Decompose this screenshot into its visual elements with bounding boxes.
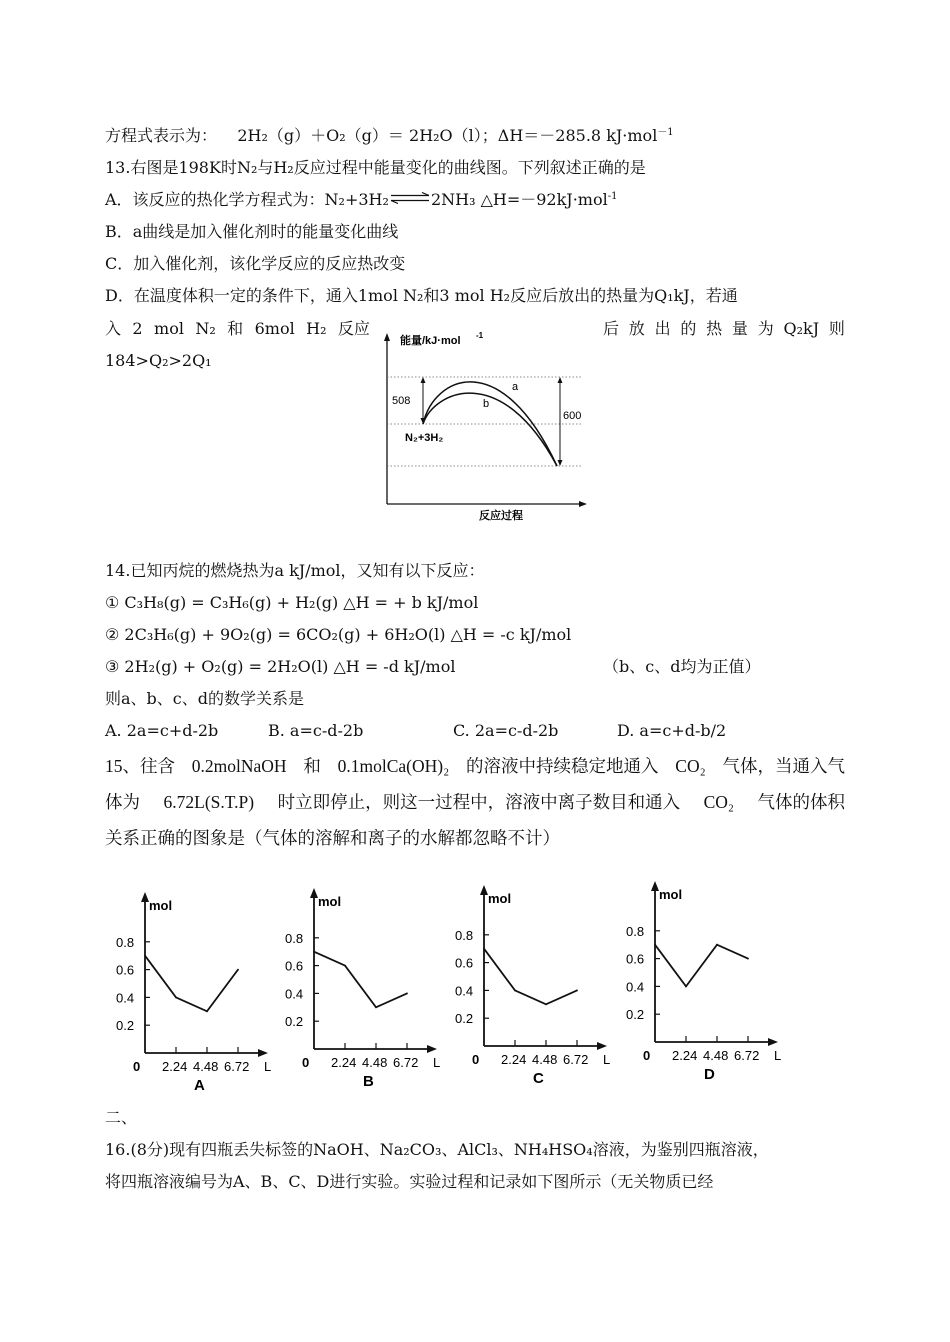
data-point bbox=[406, 993, 408, 995]
q13-option-d-line3: 184>Q₂>2Q₁ bbox=[105, 351, 212, 370]
q13-a-suffix: 2NH₃ △H=－92kJ·mol bbox=[430, 190, 608, 209]
x-tick-label: 4.48 bbox=[193, 1059, 219, 1074]
q13-option-a bbox=[105, 189, 617, 211]
chart-title: D bbox=[704, 1066, 715, 1083]
chart-b bbox=[283, 884, 441, 1090]
q16-line2: 将四瓶溶液编号为A、B、C、D进行实验。实验过程和记录如下图所示（无关物质已经 bbox=[105, 1172, 714, 1191]
x-tick-label: 2.24 bbox=[501, 1052, 527, 1067]
y-tick-label: 0.4 bbox=[116, 990, 135, 1006]
x-tick-label: 0 bbox=[302, 1055, 310, 1070]
d2-word: 2 bbox=[132, 319, 143, 338]
d2-word: 则 bbox=[828, 319, 845, 338]
d2-word: 放 bbox=[628, 319, 645, 338]
equation-sup: －1 bbox=[657, 127, 674, 138]
y-tick-label: 0.6 bbox=[455, 955, 474, 971]
q13-option-d-line2-left bbox=[105, 318, 370, 340]
data-point bbox=[206, 1010, 208, 1012]
q14-option-a: A. 2a=c+d-2b bbox=[105, 721, 219, 740]
energy-ylabel: 能量/kJ·mol bbox=[400, 335, 461, 347]
d2-word: Q₂kJ bbox=[783, 319, 820, 338]
y-axis-label: mol bbox=[318, 894, 342, 909]
y-tick-label: 0.6 bbox=[285, 958, 304, 974]
series-line bbox=[655, 945, 748, 987]
energy-diagram bbox=[376, 326, 592, 524]
q15-line2 bbox=[105, 790, 845, 814]
q14-stem: 14.已知丙烷的燃烧热为a kJ/mol，又知有以下反应： bbox=[105, 561, 485, 580]
x-axis-arrow-icon bbox=[258, 1049, 268, 1057]
q14-option-b: B. a=c-d-2b bbox=[268, 721, 364, 740]
y-tick-label: 0.2 bbox=[455, 1011, 474, 1027]
q14-question: 则a、b、c、d的数学关系是 bbox=[105, 689, 304, 708]
q15-seg: 的溶液中持续稳定地通入 bbox=[465, 756, 659, 776]
equation-prefix: 方程式表示为： bbox=[105, 126, 218, 145]
y-tick-label: 0.4 bbox=[626, 979, 645, 995]
series-line bbox=[145, 956, 238, 1012]
equation-text: 2H₂（g）＋O₂（g）＝ 2H₂O（l）；ΔH＝－285.8 kJ·mol bbox=[237, 126, 658, 145]
d2-word: 热 bbox=[706, 319, 723, 338]
y-axis-label: mol bbox=[488, 891, 512, 906]
x-axis-label: L bbox=[774, 1048, 782, 1063]
data-point bbox=[344, 965, 346, 967]
section-heading: 二、 bbox=[105, 1108, 138, 1127]
chart-title: A bbox=[194, 1077, 205, 1094]
x-tick-label: 2.24 bbox=[672, 1048, 698, 1063]
x-axis-label: L bbox=[264, 1059, 272, 1074]
arrow-head-icon bbox=[558, 460, 563, 466]
x-axis-arrow-icon bbox=[427, 1045, 437, 1053]
d2-word: 出 bbox=[654, 319, 671, 338]
y-tick-label: 0.4 bbox=[285, 986, 304, 1002]
x-axis-label: L bbox=[603, 1052, 611, 1067]
d2-word: 入 bbox=[105, 319, 122, 338]
arrow-head-icon bbox=[421, 377, 426, 383]
q15-seg: 15、往含 bbox=[105, 756, 175, 776]
data-point bbox=[175, 997, 177, 999]
y-tick-label: 0.6 bbox=[116, 962, 135, 978]
q13-option-d-line1: D．在温度体积一定的条件下，通入1mol N₂和3 mol H₂反应后放出的热量为Q₁kJ，若通 bbox=[105, 286, 738, 305]
y-axis-label: mol bbox=[659, 887, 683, 902]
label-600: 600 bbox=[563, 410, 582, 422]
q14-reaction-1: ① C₃H₈(g) = C₃H₆(g) + H₂(g) △H = + b kJ/mol bbox=[105, 593, 479, 612]
curve-b-label: b bbox=[483, 398, 490, 410]
d2-word: 的 bbox=[680, 319, 697, 338]
q15-seg: 0.1molCa(OH)₂ bbox=[337, 756, 450, 776]
energy-xlabel: 反应过程 bbox=[479, 510, 523, 522]
q16-line1: 16.(8分)现有四瓶丢失标签的NaOH、Na₂CO₃、AlCl₃、NH₄HSO₄溶液，为鉴别四瓶溶液， bbox=[105, 1140, 769, 1159]
q15-seg: CO₂ bbox=[675, 756, 706, 776]
y-axis-arrow-icon bbox=[651, 881, 659, 891]
q13-option-d-line2-right bbox=[603, 318, 845, 340]
q14-option-c: C. 2a=c-d-2b bbox=[453, 721, 559, 740]
y-tick-label: 0.8 bbox=[455, 927, 474, 943]
data-point bbox=[313, 951, 315, 953]
y-axis-arrow-icon bbox=[141, 892, 149, 902]
d2-word: 为 bbox=[757, 319, 774, 338]
chart-c bbox=[453, 881, 611, 1087]
y-tick-label: 0.2 bbox=[116, 1018, 135, 1034]
series-line bbox=[484, 949, 577, 1005]
y-tick-label: 0.8 bbox=[285, 930, 304, 946]
x-tick-label: 6.72 bbox=[224, 1059, 250, 1074]
x-tick-label: 6.72 bbox=[734, 1048, 760, 1063]
curve-a-label: a bbox=[512, 381, 519, 393]
x-tick-label: 0 bbox=[133, 1059, 141, 1074]
q13-a-prefix: A．该反应的热化学方程式为：N₂+3H₂ bbox=[105, 190, 389, 209]
equilibrium-arrow-icon bbox=[389, 192, 431, 204]
chart-a bbox=[114, 888, 272, 1094]
chart-title: C bbox=[533, 1070, 544, 1087]
q15-seg: 气体，当通入气 bbox=[722, 756, 845, 776]
q15-seg: 和 bbox=[303, 756, 321, 776]
q14-note: （b、c、d均为正值） bbox=[603, 657, 761, 676]
y-tick-label: 0.2 bbox=[626, 1007, 645, 1023]
x-tick-label: 0 bbox=[643, 1048, 651, 1063]
q15-line3: 关系正确的图象是（气体的溶解和离子的水解都忽略不计） bbox=[105, 828, 560, 848]
d2-word: 和 bbox=[227, 319, 244, 338]
x-tick-label: 4.48 bbox=[362, 1055, 388, 1070]
q15-line1 bbox=[105, 754, 845, 778]
q14-reaction-2: ② 2C₃H₆(g) + 9O₂(g) = 6CO₂(g) + 6H₂O(l) △H = -c kJ/mol bbox=[105, 625, 572, 644]
q13-a-sup: -1 bbox=[607, 191, 618, 202]
x-tick-label: 6.72 bbox=[563, 1052, 589, 1067]
q13-stem: 13.右图是198K时N₂与H₂反应过程中能量变化的曲线图。下列叙述正确的是 bbox=[105, 158, 646, 177]
x-axis-arrow-icon bbox=[597, 1042, 607, 1050]
q13-option-c: C．加入催化剂，该化学反应的反应热改变 bbox=[105, 254, 406, 273]
q15-seg: 气体的体积 bbox=[757, 792, 845, 812]
d2-word: 后 bbox=[603, 319, 620, 338]
chart-d bbox=[624, 877, 804, 1083]
q15-seg: 时立即停止，则这一过程中，溶液中离子数目和通入 bbox=[277, 792, 681, 812]
x-axis-label: L bbox=[433, 1055, 441, 1070]
q14-reaction-3: ③ 2H₂(g) + O₂(g) = 2H₂O(l) △H = -d kJ/mol bbox=[105, 657, 456, 676]
y-axis-label: mol bbox=[149, 898, 173, 913]
y-axis-arrow-icon bbox=[480, 885, 488, 895]
data-point bbox=[375, 1006, 377, 1008]
q15-seg: 体为 bbox=[105, 792, 140, 812]
q15-seg: 6.72L(S.T.P) bbox=[163, 792, 255, 812]
data-point bbox=[685, 986, 687, 988]
chart-title: B bbox=[363, 1073, 374, 1090]
q15-seg: CO₂ bbox=[703, 792, 734, 812]
energy-x-arrow-icon bbox=[579, 501, 587, 507]
y-tick-label: 0.4 bbox=[455, 983, 474, 999]
x-tick-label: 4.48 bbox=[532, 1052, 558, 1067]
q14-option-d: D. a=c+d-b/2 bbox=[617, 721, 727, 740]
x-axis-arrow-icon bbox=[768, 1038, 778, 1046]
y-tick-label: 0.8 bbox=[116, 934, 135, 950]
equation-line bbox=[105, 125, 674, 147]
y-tick-label: 0.2 bbox=[285, 1014, 304, 1030]
x-tick-label: 2.24 bbox=[162, 1059, 188, 1074]
data-point bbox=[654, 944, 656, 946]
data-point bbox=[576, 990, 578, 992]
y-tick-label: 0.8 bbox=[626, 923, 645, 939]
x-tick-label: 0 bbox=[472, 1052, 480, 1067]
arrow-head-icon bbox=[558, 377, 563, 383]
data-point bbox=[514, 990, 516, 992]
data-point bbox=[144, 955, 146, 957]
energy-ylabel-sup: -1 bbox=[476, 331, 484, 340]
data-point bbox=[483, 948, 485, 950]
d2-word: H₂ bbox=[306, 319, 327, 338]
data-point bbox=[545, 1003, 547, 1005]
x-tick-label: 6.72 bbox=[393, 1055, 419, 1070]
start-label: N₂+3H₂ bbox=[405, 432, 444, 444]
data-point bbox=[747, 958, 749, 960]
q15-seg: 0.2molNaOH bbox=[191, 756, 287, 776]
d2-word: N₂ bbox=[195, 319, 216, 338]
q13-option-b: B．a曲线是加入催化剂时的能量变化曲线 bbox=[105, 222, 399, 241]
label-508: 508 bbox=[392, 395, 411, 407]
x-tick-label: 4.48 bbox=[703, 1048, 729, 1063]
data-point bbox=[237, 969, 239, 971]
d2-word: 6mol bbox=[254, 319, 295, 338]
energy-y-arrow-icon bbox=[384, 333, 390, 341]
d2-word: 量 bbox=[731, 319, 748, 338]
d2-word: 反应 bbox=[337, 319, 370, 338]
y-tick-label: 0.6 bbox=[626, 951, 645, 967]
series-line bbox=[314, 952, 407, 1008]
y-axis-arrow-icon bbox=[310, 888, 318, 898]
data-point bbox=[716, 944, 718, 946]
d2-word: mol bbox=[154, 319, 184, 338]
x-tick-label: 2.24 bbox=[331, 1055, 357, 1070]
